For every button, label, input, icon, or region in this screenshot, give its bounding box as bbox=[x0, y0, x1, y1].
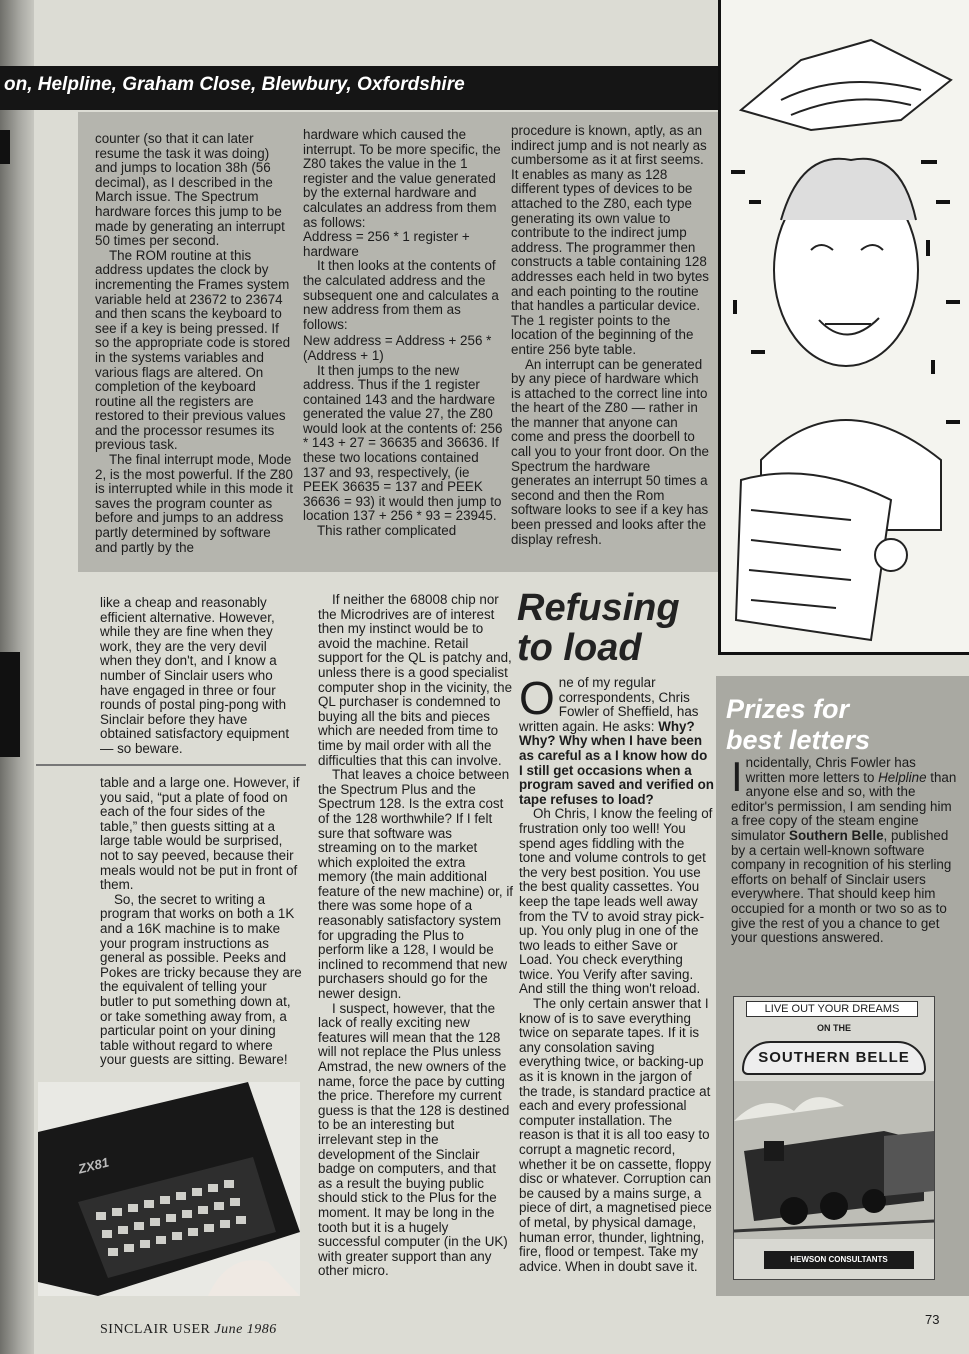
zx81-photo bbox=[38, 1082, 300, 1296]
magazine-name: SINCLAIR USER bbox=[100, 1322, 211, 1337]
paragraph: It then looks at the contents of the calculated address and the subsequent one and calculates a new address from them as follows: bbox=[303, 258, 499, 332]
lower-left-column bbox=[100, 776, 302, 1068]
middle-column bbox=[318, 593, 513, 1279]
formula: Address = 256 * 1 register + hardware bbox=[303, 229, 470, 259]
paragraph: That leaves a choice between the Spectrum Plus and the Spectrum 128. Is the extra cost of the 128 worthwhile? If I felt sure that software was streaming on to the market which exploited the extra memory (the main additional feature of the new machine) or, if there was some hope of a reasonably satisfactory system for upgrading the Plus to perform like a 128, I would be inclined to recommend that new purchasers should go for the newer design. bbox=[318, 767, 514, 1002]
paragraph: I suspect, however, that the lack of really exciting new features will mean that the 128 will not replace the Plus unless Amstrad, the new owners of the name, force the pace by cutting the price. Therefore my current guess is that the 128 is destined to be an interesting but irrelevant step in the development of the Sinclair badge on computers, and that as a result the buying public should stick to the Plus for the moment. It may be long in the tooth but it is a hugely successful computer (in the UK) with greater support than any other micro. bbox=[318, 1000, 510, 1279]
prizes-headline-line-1: Prizes for bbox=[726, 694, 850, 724]
zx81-drawing bbox=[38, 1082, 300, 1296]
paragraph: procedure is known, aptly, as an indirect jump and is not nearly as cumbersome as it at first seems. It enables as many as 128 different types of devices to be attached to the Z80, each type generating its own value to contribute to the indirect jump address. The programmer then constructs a table containing 128 addresses each held in two bytes and each pointing to the routine that handles a particular device. The 1 register points to the location of the beginning of the entire 256 byte table. bbox=[511, 123, 710, 357]
headline-line-2: to load bbox=[517, 627, 642, 669]
top-column-3 bbox=[511, 124, 709, 547]
paragraph: So, the secret to writing a program that works on both a 1K and a 16K machine is to make your program instructions as general as possible. Peeks and Pokes are tricky because they are the equivalent of telling your butler to put something down at, or take something away from, a particular point on your dining table without regard to where your guests are sitting. Beware! bbox=[100, 891, 302, 1068]
top-column-2 bbox=[303, 128, 503, 539]
paragraph: Oh Chris, I know the feeling of frustration only too well! You spend ages fiddling with the tone and volume controls to get the very best position. You use the best quality cassettes. You keep the tape leads well away from the TV to avoid stray pick-up. You only plug in one of the two leads to either Save or Load. You check everything twice. You Verify after saving. And still the thing won't reload. bbox=[519, 806, 713, 997]
prizes-column bbox=[731, 753, 957, 946]
divider bbox=[36, 764, 306, 766]
mid-left-column bbox=[100, 596, 302, 757]
top-column-1 bbox=[95, 132, 295, 555]
prizes-paragraph: Incidentally, Chris Fowler has written more letters to Helpline than anyone else and so, with the editor's permission, I am sending him a free copy of the steam engine simulator Southern Belle, published by a certain well-known software company in recognition of his sterling efforts on behalf of Sinclair users everywhere. That should keep him occupied for a month or two so as to give the rest of you a chance to get your questions answered. bbox=[731, 753, 957, 946]
issue-date: June 1986 bbox=[214, 1322, 277, 1337]
page-footer bbox=[100, 1322, 277, 1338]
caricature-illustration bbox=[718, 0, 969, 655]
paragraph: hardware which caused the interrupt. To be more specific, the Z80 takes the value in the 1 register and the value generated by the external hardware and calculates an address from them as follows: bbox=[303, 127, 501, 230]
caricature-drawing bbox=[721, 0, 969, 650]
locomotive-illustration bbox=[734, 1081, 934, 1239]
header-banner-text: on, Helpline, Graham Close, Blewbury, Oxfordshire bbox=[4, 74, 465, 95]
refusing-column bbox=[519, 672, 714, 1274]
cover-on-the: ON THE bbox=[816, 1023, 851, 1033]
formula: New address = Address + 256 * (Address + 1) bbox=[303, 333, 492, 363]
question-text: Why? Why? Why when I have been as careful as a I know how do I still get occasions when a program saved and verified on tape refuses to load? bbox=[519, 718, 714, 807]
page-number: 73 bbox=[925, 1312, 940, 1327]
paragraph: The ROM routine at this address updates the clock by incrementing the Frames system variable held at 23672 to 23674 and then scans the keyboard to see if a key is being pressed. If so the appropriate code is stored in the systems variables and various flags are altered. On completion of the keyboard routine all the registers are restored to their previous values and the processor resumes its previous task. bbox=[95, 247, 291, 453]
paragraph: An interrupt can be generated by any piece of hardware which is attached to the correct line into the heart of the Z80 — rather in the manner that anyone can come and press the doorbell to call you to your front door. On the Spectrum the hardware generates an interrupt 50 times a second and then the Rom software looks to see if a key has been pressed and looks after the display refresh. bbox=[511, 356, 709, 547]
refusing-headline bbox=[517, 588, 680, 668]
paragraph: The only certain answer that I know of is to save everything twice on separate tapes. If it is any consolation saving everything twice, or backing-up as it is known in the jargon of the trade, is standard practice at each and every professional computer installation. The reason is that it is all too easy to corrupt a magnetic record, whether it be on cassette, floppy disc or whatever. Corruption can be caused by a mains surge, a piece of dirt, a magnetised piece of metal, by physical damage, human error, thunder, lightning, fire, flood or tempest. Take my advice. When in doubt save it. bbox=[519, 996, 712, 1274]
paragraph: like a cheap and reasonably efficient alternative. However, while they are fine when they work, they are the very devil when they don't, and I know a number of Sinclair users who have engaged in three or four rounds of postal ping-pong with Sinclair before they have obtained satisfactory equipment — so beware. bbox=[100, 595, 290, 756]
paragraph: It then jumps to the new address. Thus if the 1 register contained 143 and the hardware generated the value 27, the Z80 would look at the contents of: 256 * 143 + 27 = 36635 and 36636. If these two locations contained 137 and 93, respectively, (ie PEEK 36635 = 137 and PEEK 36636 = 93) it would then jump to location 137 + 256 * 93 = 23945. bbox=[303, 362, 503, 524]
paragraph: The final interrupt mode, Mode 2, is the most powerful. If the Z80 is interrupted while in this mode it saves the program counter as before and jumps to an address partly determined by software and partly by the bbox=[95, 452, 293, 555]
southern-belle-cover bbox=[733, 996, 935, 1280]
prev-page-edge-block bbox=[0, 130, 10, 164]
prev-page-edge-photo bbox=[0, 652, 20, 757]
prizes-headline bbox=[726, 694, 870, 756]
paragraph: table and a large one. However, if you said, “put a plate of food on each of the four sides of the table,” then guests sitting at a large table would be surprised, not to say peeved, because their meals would not be put in front of them. bbox=[100, 775, 300, 893]
cover-publisher: HEWSON CONSULTANTS bbox=[764, 1251, 914, 1269]
cover-top-label: LIVE OUT YOUR DREAMS bbox=[746, 1001, 918, 1017]
paragraph: If neither the 68008 chip nor the Microdrives are of interest then my instinct would be to avoid the machine. Retail support for the QL is patchy and, unless there is a good specialist computer shop in the vicinity, the QL purchaser is condemned to buying all the bits and pieces which are needed from time to time by mail order with all the difficulties that this can involve. bbox=[318, 592, 513, 768]
cover-title: SOUTHERN BELLE bbox=[742, 1041, 926, 1075]
drop-cap: O bbox=[519, 672, 555, 724]
headline-line-1: Refusing bbox=[517, 587, 680, 629]
drop-cap: I bbox=[731, 753, 743, 800]
paragraph: counter (so that it can later resume the task it was doing) and jumps to location 38h (56 decimal), as I described in the March issue. The Spectrum hardware forces this jump to be made by generating an interrupt 50 times per second. bbox=[95, 131, 285, 249]
zx81-badge: ZX81 bbox=[76, 1154, 111, 1177]
paragraph: This rather complicated bbox=[317, 523, 457, 539]
prizes-headline-line-2: best letters bbox=[726, 725, 871, 755]
refusing-intro: One of my regular correspondents, Chris Fowler of Sheffield, has written again. He asks: Why? Why? Why when I have been as careful as a I know how do I still get occasions when a program saved and verified on tape refuses to load? bbox=[519, 672, 714, 807]
